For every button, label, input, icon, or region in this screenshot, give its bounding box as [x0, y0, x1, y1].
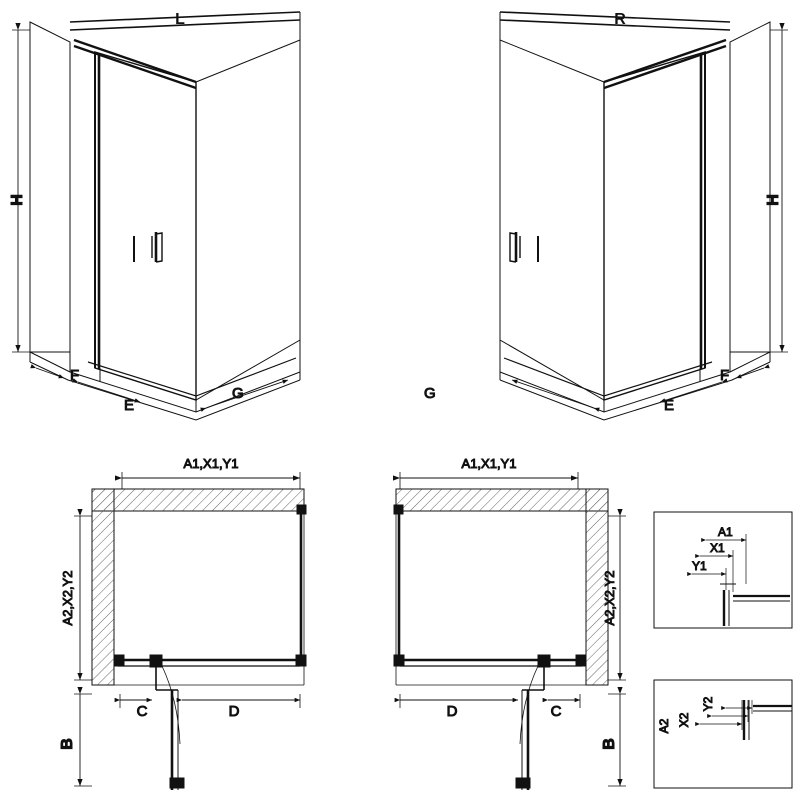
detail-bottom-right [654, 680, 792, 788]
detail-top-y1-label: Y1 [692, 559, 707, 573]
plan-left-seg-c-label: C [136, 703, 148, 720]
title-right-variant: R [614, 11, 626, 28]
iso-left-side-label: G [232, 385, 244, 402]
plan-left-top-dim-label: A1,X1,Y1 [183, 456, 239, 471]
iso-right-side-label: G [424, 385, 436, 402]
plan-view-left [92, 489, 306, 790]
dim-plan-right-top [400, 472, 578, 489]
detail-top-a1-label: A1 [718, 525, 733, 539]
dim-height-right [770, 30, 788, 352]
iso-right-depth-label: F [720, 367, 730, 384]
iso-left-height-label: H [9, 194, 26, 206]
detail-bottom-a2-label: A2 [657, 718, 671, 734]
plan-left-swing-label: B [59, 738, 76, 750]
plan-view-right [394, 489, 608, 790]
dim-height-left [12, 30, 30, 352]
plan-right-seg-c-label: C [550, 703, 562, 720]
plan-left-side-dim-label: A2,X2,Y2 [60, 570, 75, 626]
iso-left-depth-label: F [70, 367, 80, 384]
plan-right-side-dim-label: A2,X2,Y2 [602, 570, 617, 626]
dim-plan-left-swing [74, 694, 92, 786]
detail-top-x1-label: X1 [710, 541, 725, 555]
iso-view-left [30, 12, 300, 420]
plan-left-seg-d-label: D [228, 703, 240, 720]
plan-right-top-dim-label: A1,X1,Y1 [461, 456, 517, 471]
detail-bottom-x2-label: X2 [677, 712, 691, 728]
iso-view-right [500, 12, 770, 420]
iso-left-door-label: E [124, 397, 135, 414]
iso-right-door-label: E [664, 397, 675, 414]
title-left-variant: L [175, 11, 185, 28]
plan-right-swing-label: B [601, 738, 618, 750]
dim-plan-left-top [122, 472, 300, 489]
dim-plan-left-side [74, 516, 92, 680]
iso-right-height-label: H [765, 194, 782, 206]
plan-right-seg-d-label: D [446, 703, 458, 720]
detail-bottom-y2-label: Y2 [701, 696, 715, 712]
